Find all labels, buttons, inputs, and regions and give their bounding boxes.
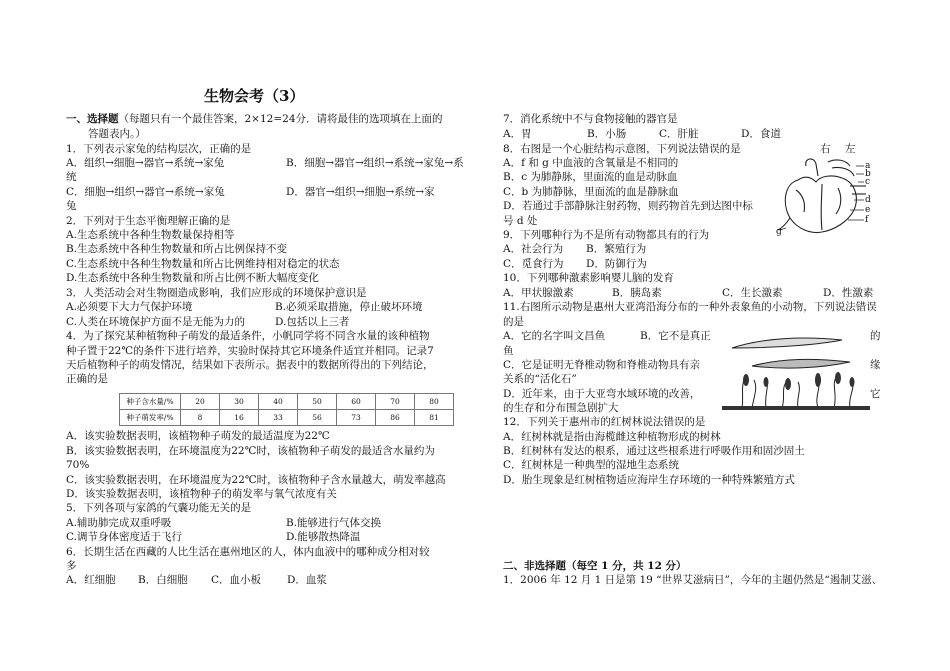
- section1-intro-1: （每题只有一个最佳答案，2×12=24分．请将最佳的选项填在上面的: [118, 113, 443, 125]
- q5-option-b: B.能够进行气体交换: [286, 517, 382, 529]
- q4-stem-1: 4．为了探究某种植物种子萌发的最适条件，小帆同学将不同含水量的该种植物: [66, 330, 430, 342]
- q8-option-d-cont: 号 d 处: [503, 215, 538, 227]
- q9-option-c: C．觅食行为: [503, 258, 564, 270]
- table-cell: 60: [337, 394, 376, 410]
- lancelet-illustration: [722, 330, 870, 410]
- q6-stem: 6．长期生活在西藏的人比生活在惠州地区的人，体内血液中的哪种成分相对较: [66, 546, 430, 558]
- section1-intro-2: 答题表内。）: [88, 128, 146, 140]
- q10-option-b: B．胰岛素: [612, 287, 662, 299]
- table-cell: 80: [415, 394, 454, 410]
- q11-option-d-cont: 的生存和分布围急剧扩大: [503, 402, 619, 414]
- q4-stem-4: 正确的是: [66, 373, 108, 385]
- heart-label-right: 右: [820, 143, 831, 155]
- q11-option-d: D．近年来，由于大亚弯水域环境的改善，: [503, 388, 701, 400]
- table-cell: 73: [337, 410, 376, 426]
- q10-stem: 10．下列哪种激素影响婴儿脑的发育: [503, 272, 674, 284]
- q4-option-b-cont: 70%: [66, 459, 90, 471]
- table-cell: 50: [298, 394, 337, 410]
- q6-stem-cont: 多: [66, 560, 77, 572]
- q11-option-a: A．它的名字叫文昌鱼: [503, 330, 606, 342]
- q5-option-a: A.辅助肺完成双重呼吸: [66, 517, 172, 529]
- heart-label-a: a: [865, 161, 871, 171]
- q8-option-a: A．f 和 g 中血液的含氧量是不相同的: [503, 157, 679, 169]
- q8-option-d: D．若通过手部静脉注射药物，则药物首先到达图中标: [503, 200, 753, 212]
- q9-option-d: D．防御行为: [586, 258, 647, 270]
- q4-stem-3: 天后植物种子的萌发情况，结果如下表所示。据表中的数据所得出的下列结论，: [66, 359, 434, 371]
- heart-label-d: d: [865, 195, 871, 205]
- q6-option-c: C．血小板: [211, 574, 262, 586]
- section2-header: 二、非选择题（每空 1 分，共 12 分）: [503, 560, 687, 572]
- q9-option-b: B．繁殖行为: [586, 243, 647, 255]
- table-cell: 56: [298, 410, 337, 426]
- q9-option-a: A．社会行为: [503, 243, 564, 255]
- q2-option-c: C.生态系统中各种生物数量和所占比例维持相对稳定的状态: [66, 258, 340, 270]
- q11-option-b-tail: 的: [870, 330, 881, 342]
- q4-option-c: C．该实验数据表明，在环境温度为22℃时，该植物种子含水量越大，萌发率越高: [66, 474, 446, 486]
- q7-option-d: D．食道: [741, 128, 781, 140]
- section2-q1: 1．2006 年 12 月 1 日是第 19 “世界艾滋病日”，今年的主题仍然是“遏制艾滋、: [503, 574, 883, 586]
- q9-stem: 9．下列哪种行为不是所有动物都具有的行为: [503, 229, 710, 241]
- q7-option-a: A．胃: [503, 128, 532, 140]
- q11-stem: 11.右图所示动物是惠州大亚湾沿海分布的一种外表象鱼的小动物，下列说法错误: [503, 301, 877, 313]
- table-row: [120, 410, 454, 426]
- table-cell: 33: [259, 410, 298, 426]
- page-title: 生物会考（3）: [204, 87, 305, 105]
- table-row: [120, 394, 454, 410]
- q6-option-a: A．红细胞: [66, 574, 116, 586]
- q12-option-a: A．红树林就是指由海榄雌这种植物形成的树林: [503, 431, 721, 443]
- q5-stem: 5．下列各项与家鸽的气囊功能无关的是: [66, 502, 252, 514]
- q1-option-d: D．器官→组织→细胞→系统→家: [286, 186, 435, 198]
- q4-stem-2: 种子置于22℃的条件下进行培养，实验时保持其它环境条件适宜并相同。记录7: [66, 345, 434, 357]
- q3-option-c: C.人类在环境保护方面不是无能为力的: [66, 316, 245, 328]
- q8-option-c: C．b 为肺静脉，里面流的血是静脉血: [503, 186, 679, 198]
- q11-stem-cont: 的是: [503, 316, 524, 328]
- heart-label-b: b: [865, 169, 871, 179]
- q2-stem: 2．下列对于生态平衡理解正确的是: [66, 215, 231, 227]
- table-cell: 30: [220, 394, 259, 410]
- q12-stem: 12．下列关于惠州市的红树林说法错误的是: [503, 416, 706, 428]
- q8-option-b: B．c 为肺静脉，里面流的血是动脉血: [503, 171, 678, 183]
- table-cell: 70: [376, 394, 415, 410]
- table-row-label: 种子萌发率/%: [120, 410, 181, 426]
- q10-option-d: D．性激素: [823, 287, 874, 299]
- heart-label-c: c: [865, 177, 871, 187]
- q11-option-b-cont: 鱼: [503, 345, 514, 357]
- q3-option-d: D.包括以上三者: [275, 316, 350, 328]
- q5-option-d: D.能够散热降温: [286, 531, 361, 543]
- q2-option-a: A.生态系统中各种生物数量保持相等: [66, 229, 235, 241]
- q10-option-c: C．生长激素: [722, 287, 783, 299]
- q6-option-b: B．白细胞: [138, 574, 188, 586]
- q8-stem: 8．右图是一个心脏结构示意图，下列说法错误的是: [503, 143, 741, 155]
- table-cell: 20: [181, 394, 220, 410]
- heart-diagram: [776, 156, 876, 238]
- q1-option-c: C．细胞→组织→器官→系统→家兔: [66, 186, 225, 198]
- q1-option-a: A．组织→细胞→器官→系统→家兔: [66, 157, 225, 169]
- q12-option-c: C．红树林是一种典型的湿地生态系统: [503, 459, 680, 471]
- section1-header: 一、选择题: [66, 113, 119, 125]
- q6-option-d: D．血浆: [287, 574, 327, 586]
- q4-option-b: B．该实验数据表明，在环境温度为22℃时，该植物种子萌发的最适含水量约为: [66, 445, 435, 457]
- q1-option-b: B．细胞→器官→组织→系统→家兔→系: [286, 157, 464, 169]
- q3-stem: 3．人类活动会对生物圈造成影响，我们应形成的环境保护意识是: [66, 287, 367, 299]
- q1-stem: 1．下列表示家兔的结构层次，正确的是: [66, 143, 252, 155]
- q1-option-b-cont: 统: [66, 171, 77, 183]
- heart-label-e: e: [865, 205, 871, 215]
- q10-option-a: A．甲状腺激素: [503, 287, 574, 299]
- q4-option-a: A．该实验数据表明，该植物种子萌发的最适温度为22℃: [66, 430, 330, 442]
- q2-option-b: B.生态系统中各种生物数量和所占比例保持不变: [66, 243, 288, 255]
- q2-option-d: D.生态系统中各种生物数量和所占比例不断大幅度变化: [66, 272, 319, 284]
- q11-option-c: C．它是证明无脊椎动物和脊椎动物具有亲: [503, 359, 701, 371]
- q12-option-d: D．胎生现象是红树植物适应海岸生存环境的一种特殊繁殖方式: [503, 474, 795, 486]
- q7-stem: 7．消化系统中不与食物接触的器官是: [503, 113, 678, 125]
- q11-option-c-cont: 关系的“活化石”: [503, 373, 577, 385]
- table-row-label: 种子含水量/%: [120, 394, 181, 410]
- table-cell: 86: [376, 410, 415, 426]
- heart-label-left: 左: [845, 143, 856, 155]
- heart-label-f: f: [865, 215, 869, 225]
- table-cell: 40: [259, 394, 298, 410]
- q3-option-a: A.必须要下大力气保护环境: [66, 301, 193, 313]
- q7-option-c: C．肝脏: [659, 128, 699, 140]
- q5-option-c: C.调节身体密度适于飞行: [66, 531, 182, 543]
- q1-option-d-cont: 兔: [66, 200, 77, 212]
- q11-option-b: B．它不是真正: [640, 330, 711, 342]
- q11-option-c-tail: 缘: [870, 359, 881, 371]
- table-cell: 16: [220, 410, 259, 426]
- heart-label-g: g: [776, 227, 782, 237]
- q12-option-b: B．红树林有发达的根系，通过这些根系进行呼吸作用和固沙固土: [503, 445, 805, 457]
- table-cell: 81: [415, 410, 454, 426]
- germination-table: [119, 393, 454, 426]
- q7-option-b: B．小肠: [587, 128, 627, 140]
- q4-option-d: D．该实验数据表明，该植物种子的萌发率与氧气浓度有关: [66, 488, 337, 500]
- table-cell: 8: [181, 410, 220, 426]
- q3-option-b: B.必须采取措施，停止破坏环境: [275, 301, 423, 313]
- section1-intro: [66, 112, 443, 127]
- q11-option-d-tail: 它: [870, 388, 881, 400]
